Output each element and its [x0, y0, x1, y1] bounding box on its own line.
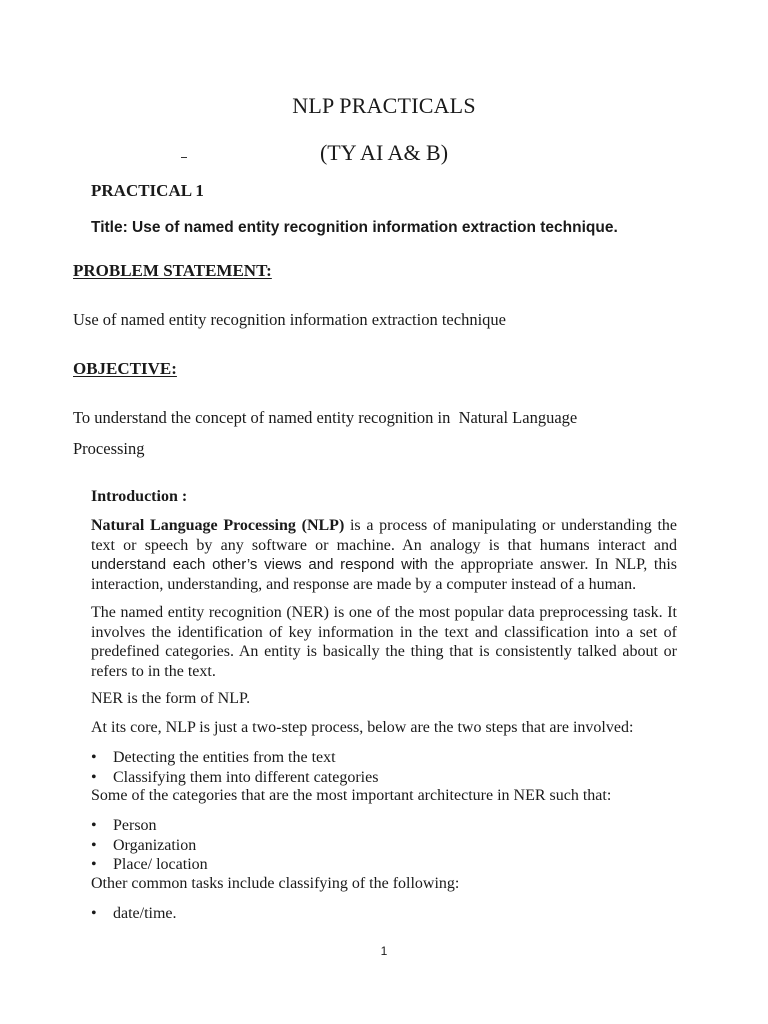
categories-intro-line: Some of the categories that are the most important architecture in NER such that: [91, 787, 612, 804]
problem-statement-text: Use of named entity recognition information extraction technique [73, 310, 506, 329]
ner-form-line: NER is the form of NLP. [91, 690, 251, 707]
steps-list [91, 748, 378, 787]
problem-statement-heading: PROBLEM STATEMENT: [73, 261, 272, 280]
bullet-icon: • [91, 836, 97, 854]
bullet-icon: • [91, 905, 97, 922]
two-step-process-line: At its core, NLP is just a two-step process, below are the two steps that are involved: [91, 719, 634, 736]
nlp-paragraph-part-1: is a process of manipulating or understanding the text or speech by any software or machine. An analogy is that humans interact and [91, 517, 678, 554]
objective-text-line-2: Processing [73, 439, 145, 458]
other-tasks-intro-line: Other common tasks include classifying of the following: [91, 875, 460, 892]
nlp-term: Natural Language Processing (NLP) [91, 517, 345, 534]
list-item: • date/time. [91, 905, 177, 922]
ner-definition-paragraph: The named entity recognition (NER) is one of the most popular data preprocessing task. It involves the identification of key information in the text and classification into a set of predefined categories. An entity is basically the thing that is consistently talked about or refers to in the text. [91, 604, 677, 680]
categories-list [91, 816, 208, 875]
nlp-paragraph-sans-segment: understand each other’s views and respond with [91, 556, 428, 573]
nlp-paragraph-part-2: the appropriate answer. In NLP, this interaction, understanding, and response are made by a computer instead of a human. [91, 556, 677, 593]
practical-title: Title: Use of named entity recognition information extraction technique. [91, 219, 618, 236]
document-title: NLP PRACTICALS [292, 93, 476, 118]
nlp-definition-paragraph [91, 516, 677, 594]
stray-dash-mark [181, 157, 187, 158]
practical-label: PRACTICAL 1 [91, 181, 204, 200]
other-tasks-list [91, 904, 177, 924]
objective-heading: OBJECTIVE: [73, 359, 177, 378]
list-item: • Place/ location [91, 856, 208, 873]
page-number: 1 [380, 944, 388, 958]
list-item: • Detecting the entities from the text [91, 749, 336, 766]
objective-text-line-1: To understand the concept of named entity recognition in Natural Language [73, 408, 578, 427]
list-item: • Classifying them into different categories [91, 768, 379, 786]
bullet-icon: • [91, 768, 97, 786]
document-subtitle: (TY AI A& B) [319, 140, 449, 165]
bullet-icon: • [91, 749, 97, 766]
introduction-heading: Introduction : [91, 488, 188, 505]
list-item: • Person [91, 817, 157, 834]
bullet-icon: • [91, 817, 97, 834]
list-item: • Organization [91, 836, 197, 854]
bullet-icon: • [91, 856, 97, 873]
